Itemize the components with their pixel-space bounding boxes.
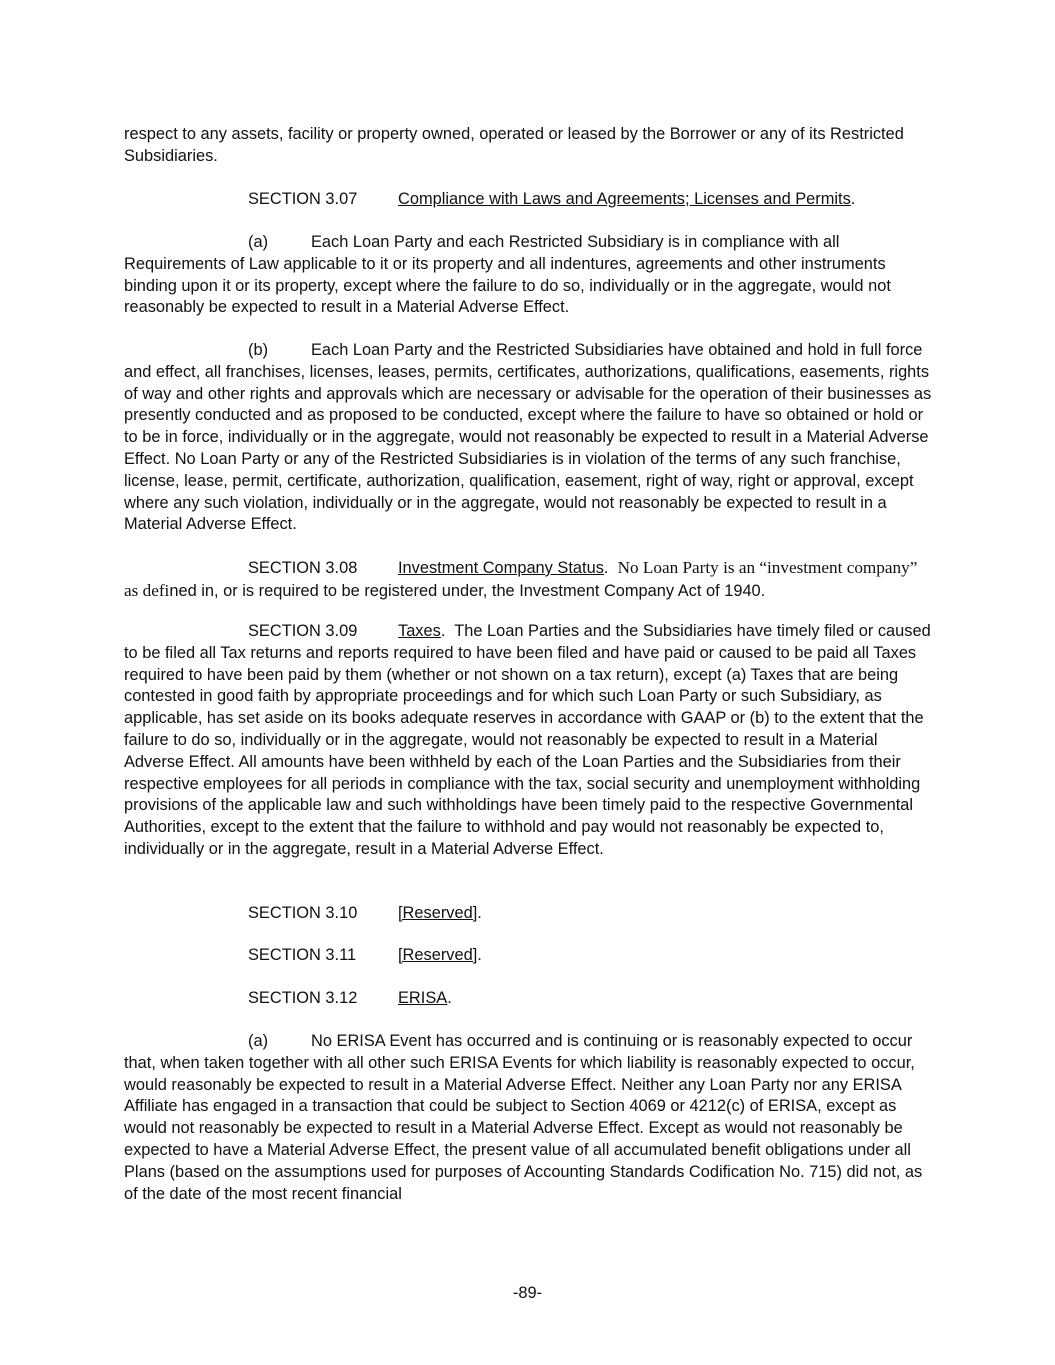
section-3-07-a-paragraph <box>124 232 934 319</box>
section-3-08-paragraph: SECTION 3.08 Investment Company Status. No Loan Party is an “investment company” as defined in, or is required to be registered under, the Investment Company Act of 1940. <box>124 558 918 600</box>
section-number: SECTION 3.12 <box>248 989 358 1007</box>
section-title: Taxes <box>398 622 441 640</box>
section-3-11-heading: SECTION 3.11 [Reserved]. <box>248 945 482 967</box>
section-3-12-heading: SECTION 3.12 ERISA. <box>248 988 452 1010</box>
clause-label: (a) <box>248 1032 269 1050</box>
section-number: SECTION 3.07 <box>248 190 358 208</box>
continuation-text: respect to any assets, facility or property owned, operated or leased by the Borrower or any of its Restricted Subsidiaries. <box>124 125 904 165</box>
clause-text: Each Loan Party and each Restricted Subsidiary is in compliance with all Requirements of Law applicable to it or its property and all indentures, agreements and other instruments binding upon it or its property, except where the failure to do so, individually or in the aggregate, would not reasonably be expected to result in a Material Adverse Effect. <box>124 233 891 317</box>
page-number: -89- <box>512 1284 543 1302</box>
section-text: ned in, or is required to be registered under, the Investment Company Act of 1940. <box>169 581 766 600</box>
section-number: SECTION 3.10 <box>248 904 358 922</box>
section-title: Compliance with Laws and Agreements; Licenses and Permits <box>398 190 851 208</box>
section-title: [Reserved] <box>398 946 478 964</box>
section-3-10-heading: SECTION 3.10 [Reserved]. <box>248 903 482 925</box>
section-title: ERISA <box>398 989 448 1007</box>
section-number: SECTION 3.09 <box>248 622 358 640</box>
section-3-07-b-paragraph <box>124 340 934 536</box>
section-3-09-paragraph: SECTION 3.09 Taxes. The Loan Parties and the Subsidiaries have timely filed or caused to be filed all Tax returns and reports required to have been filed and have paid or caused to be paid all Taxes required to have been paid by them (whether or not shown on a tax return), except (a) Taxes that are being contested in good faith by appropriate proceedings and for which such Loan Party or such Subsidiary, as applicable, has set aside on its books adequate reserves in accordance with GAAP or (b) to the extent that the failure to do so, individually or in the aggregate, would not reasonably be expected to result in a Material Adverse Effect. All amounts have been withheld by each of the Loan Parties and the Subsidiaries from their respective employees for all periods in compliance with the tax, social security and unemployment withholding provisions of the applicable law and such withholdings have been timely paid to the respective Governmental Authorities, except to the extent that the failure to withhold and pay would not reasonably be expected to, individually or in the aggregate, result in a Material Adverse Effect. <box>124 622 931 858</box>
section-title: Investment Company Status <box>398 559 604 577</box>
clause-label: (a) <box>248 233 269 251</box>
clause-text: Each Loan Party and the Restricted Subsidiaries have obtained and hold in full force and effect, all franchises, licenses, leases, permits, certificates, authorizations, qualifications, easements, rights of way and other rights and approvals which are necessary or advisable for the operation of their businesses as presently conducted and as proposed to be conducted, except where the failure to have so obtained or hold or to be in force, individually or in the aggregate, would not reasonably be expected to result in a Material Adverse Effect. No Loan Party or any of the Restricted Subsidiaries is in violation of the terms of any such franchise, license, lease, permit, certificate, authorization, qualification, easement, right of way, right or approval, except where any such violation, individually or in the aggregate, would not reasonably be expected to result in a Material Adverse Effect. <box>124 341 932 534</box>
section-text-serif: No Loan Party is an “investment company” as defi <box>124 558 918 600</box>
section-3-07-heading: SECTION 3.07 Compliance with Laws and Agreements; Licenses and Permits. <box>248 189 855 211</box>
section-text: The Loan Parties and the Subsidiaries have timely filed or caused to be filed all Tax returns and reports required to have been filed and have paid or caused to be paid all Taxes required to have been paid by them (whether or not shown on a tax return), except (a) Taxes that are being contested in good faith by appropriate proceedings and for which such Loan Party or such Subsidiary, as applicable, has set aside on its books adequate reserves in accordance with GAAP or (b) to the extent that the failure to do so, individually or in the aggregate, would not reasonably be expected to result in a Material Adverse Effect. All amounts have been withheld by each of the Loan Parties and the Subsidiaries from their respective employees for all periods in compliance with the tax, social security and unemployment withholding provisions of the applicable law and such withholdings have been timely paid to the respective Governmental Authorities, except to the extent that the failure to withhold and pay would not reasonably be expected to, individually or in the aggregate, result in a Material Adverse Effect. <box>124 622 931 858</box>
clause-label: (b) <box>248 341 269 359</box>
section-3-12-a-paragraph <box>124 1031 934 1205</box>
continuation-paragraph <box>124 124 934 168</box>
section-number: SECTION 3.11 <box>248 946 357 964</box>
section-number: SECTION 3.08 <box>248 559 358 577</box>
section-title: [Reserved] <box>398 904 478 922</box>
clause-text: No ERISA Event has occurred and is continuing or is reasonably expected to occur that, when taken together with all other such ERISA Events for which liability is reasonably expected to occur, would reasonably be expected to result in a Material Adverse Effect. Neither any Loan Party nor any ERISA Affiliate has engaged in a transaction that could be subject to Section 4069 or 4212(c) of ERISA, except as would not reasonably be expected to result in a Material Adverse Effect. Except as would not reasonably be expected to have a Material Adverse Effect, the present value of all accumulated benefit obligations under all Plans (based on the assumptions used for purposes of Accounting Standards Codification No. 715) did not, as of the date of the most recent financial <box>124 1032 923 1203</box>
